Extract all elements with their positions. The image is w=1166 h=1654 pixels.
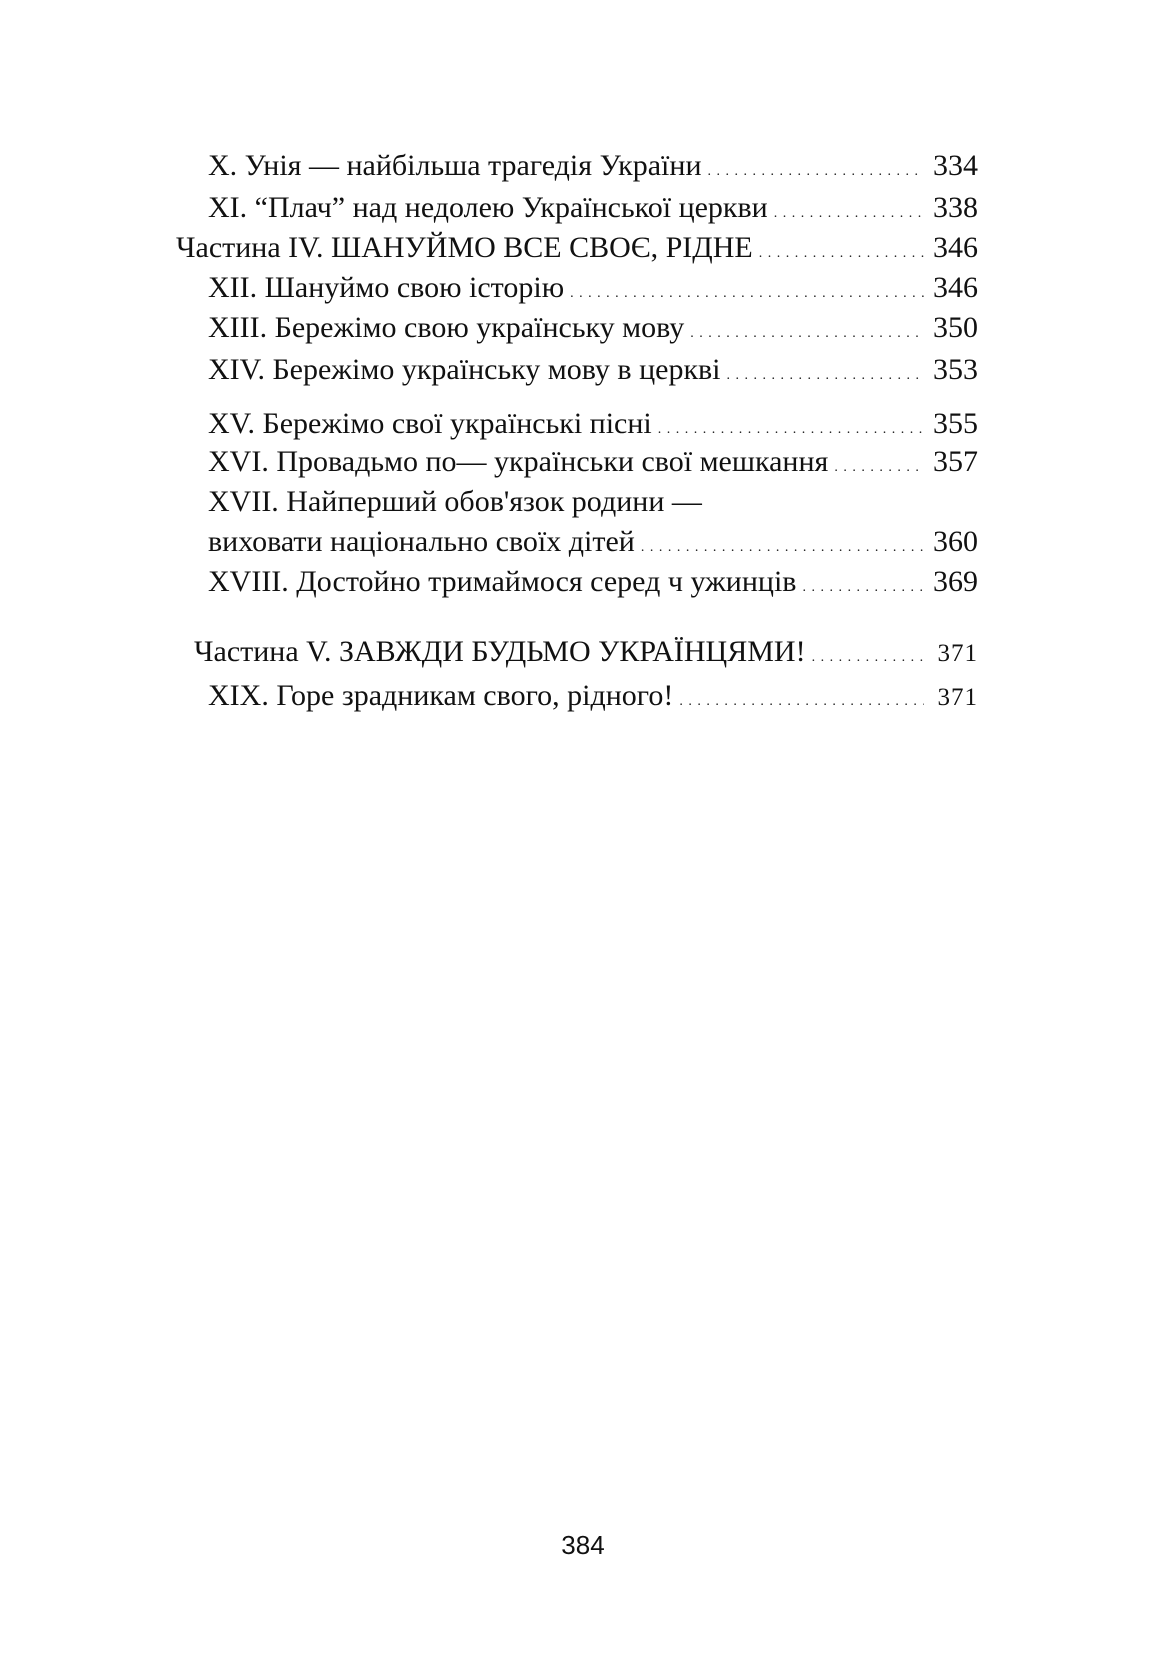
toc-entry [208, 310, 978, 352]
dot-leader [708, 148, 924, 190]
toc-entry-page: 369 [933, 565, 978, 598]
dot-leader [834, 444, 924, 486]
toc-entry-title: X. Унія — найбільша трагедія України [208, 149, 702, 182]
toc-entry-page: 350 [933, 311, 978, 344]
toc-entry-page: 371 [937, 684, 978, 711]
toc-entry-title: XVI. Провадьмо по— українськи свої мешкання [208, 445, 829, 478]
dot-leader [812, 634, 924, 676]
toc-entry [208, 524, 978, 566]
dot-leader [759, 230, 924, 272]
toc-part-heading [194, 634, 978, 676]
toc-entry-page: 334 [933, 149, 978, 182]
dot-leader [774, 190, 924, 232]
toc-entry-page: 355 [933, 407, 978, 440]
toc-entry [208, 444, 978, 486]
toc-entry-title: Частина IV. ШАНУЙМО ВСЕ СВОЄ, РІДНЕ [176, 231, 753, 264]
toc-part-heading [176, 230, 978, 272]
dot-leader [570, 270, 924, 312]
toc-entry-title: XIV. Бережімо українську мову в церкві [208, 353, 721, 386]
toc-entry [208, 406, 978, 448]
toc-entry-page: 357 [933, 445, 978, 478]
toc-entry-page: 353 [933, 353, 978, 386]
toc-entry-page: 338 [933, 191, 978, 224]
toc-entry [208, 190, 978, 232]
dot-leader [802, 564, 924, 606]
toc-entry-title: XII. Шануймо свою історію [208, 271, 565, 304]
dot-leader [679, 678, 924, 720]
dot-leader [658, 406, 924, 448]
toc-entry-title: Частина V. ЗАВЖДИ БУДЬМО УКРАЇНЦЯМИ! [194, 635, 806, 668]
toc-entry-title: XVIII. Достойно тримаймося серед ч ужинців [208, 565, 797, 598]
toc-entry-page: 346 [933, 231, 978, 264]
toc-entry [208, 678, 978, 720]
toc-entry [208, 270, 978, 312]
toc-entry-title-line2: виховати національно своїх дітей [208, 525, 635, 558]
toc-entry-title-line1: XVII. Найперший обов'язок родини — [208, 485, 702, 518]
toc-entry-title: XIX. Горе зрадникам свого, рідного! [208, 679, 674, 712]
dot-leader [690, 310, 924, 352]
toc-entry [208, 148, 978, 190]
dot-leader [727, 352, 924, 394]
toc-entry-title: XV. Бережімо свої українські пісні [208, 407, 652, 440]
dot-leader [641, 524, 924, 566]
toc-entry-page: 360 [933, 525, 978, 558]
toc-entry [208, 352, 978, 394]
toc-entry-page: 346 [933, 271, 978, 304]
toc-entry-page: 371 [937, 640, 978, 667]
toc-entry-title: XIII. Бережімо свою українську мову [208, 311, 685, 344]
toc-entry-title: XI. “Плач” над недолею Української церкви [208, 191, 768, 224]
toc-entry [208, 564, 978, 606]
page-number: 384 [561, 1530, 605, 1560]
